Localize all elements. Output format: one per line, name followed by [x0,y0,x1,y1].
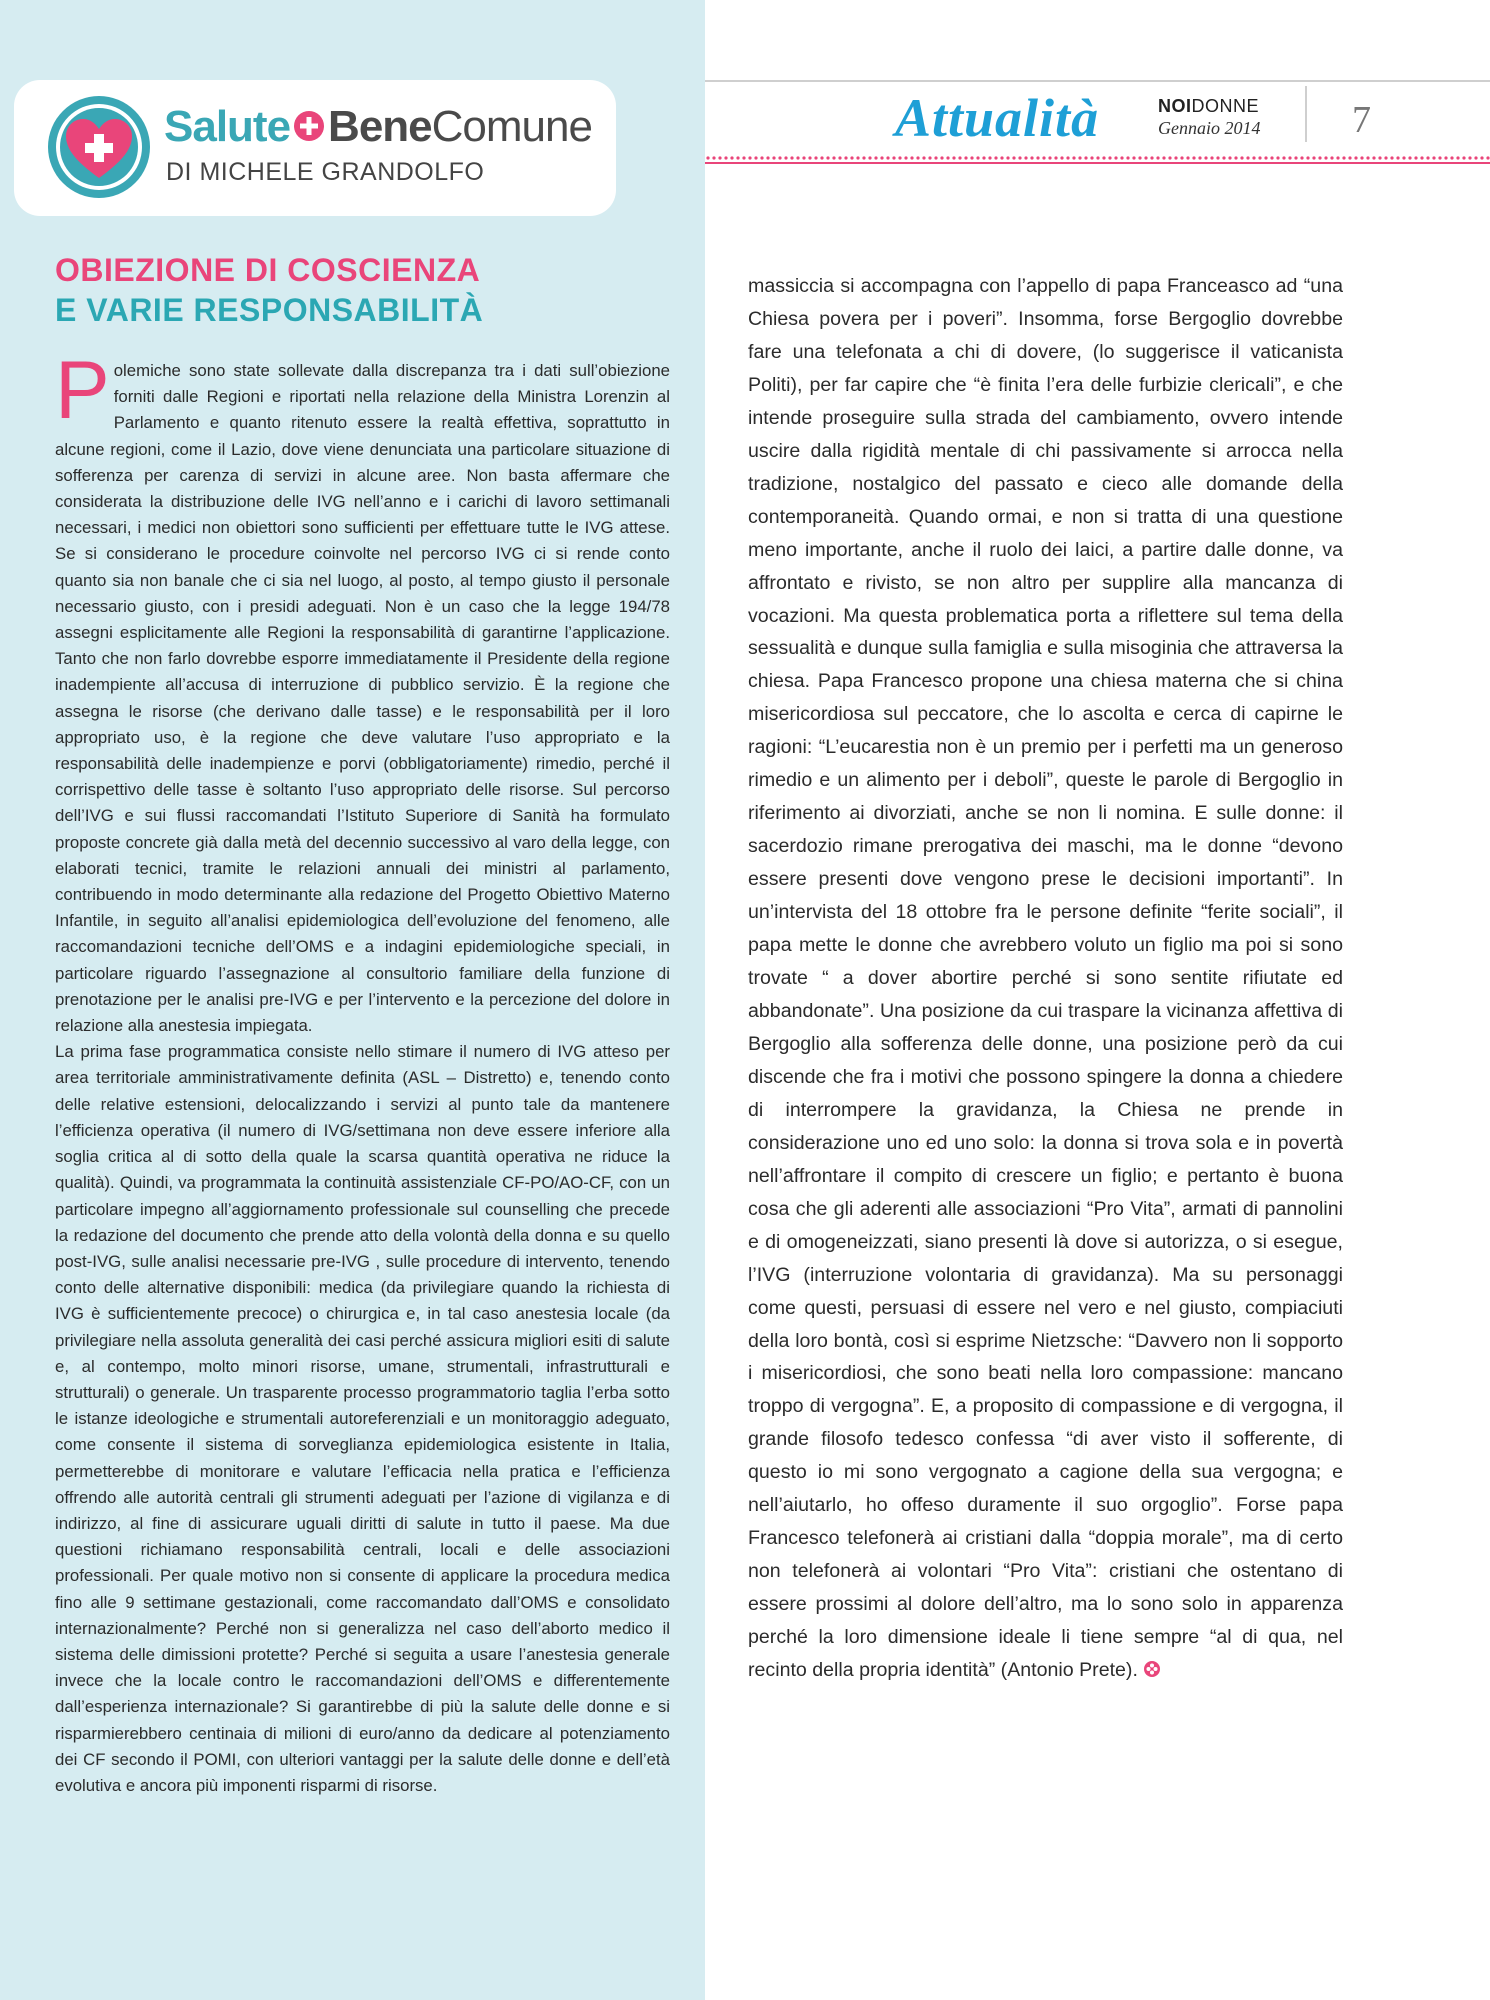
article-title [55,250,675,330]
logo-word-bene: Bene [328,102,432,151]
header-pink-border [705,155,1490,165]
logo-word-comune: Comune [431,102,592,151]
drop-cap: P [55,345,110,436]
paragraph-text: massiccia si accompagna con l’appello di papa Franceasco ad “una Chiesa povera per i poveri”. Insomma, forse Bergoglio dovrebbe fare una telefonata a chi di dovere, (lo suggerisce il vaticanista Politi), per far capire che “è finita l’era delle furbizie clericali”, e che intende proseguire sulla strada del cambiamento, ovvero intende uscire dalla rigidità mentale di chi passivamente si arrocca nella tradizione, nostalgico del passato e cieco alle domande della contemporaneità. Quando ormai, e non si tratta di una questione meno importante, anche il ruolo dei laici, a partire dalle donne, va affrontato e rivisto, se non altro per supplire alla mancanza di vocazioni. Ma questa problematica porta a riflettere sul tema della sessualità e dunque sulla famiglia e sulla misoginia che attraversa la chiesa. Papa Francesco propone una chiesa materna che si china misericordiosa sul peccatore, che lo ascolta e cerca di capirne le ragioni: “L’eucarestia non è un premio per i perfetti ma un generoso rimedio e un alimento per i deboli”, queste le parole di Bergoglio in riferimento ai divorziati, anche se non li nomina. E sulle donne: il sacerdozio rimane prerogativa dei maschi, ma le donne “devono essere presenti dove vengono prese le decisioni importanti”. In un’intervista del 18 ottobre fra le persone definite “ferite sociali”, il papa mette le donne che avrebbero voluto un figlio ma poi si sono trovate “ a dover abortire perché si sono sentite rifiutate ed abbandonate”. Una posizione da cui traspare la vicinanza affettiva di Bergoglio alla sofferenza delle donne, una posizione però da cui discende che fra i motivi che possono spingere la donna a chiedere di interrompere la gravidanza, la Chiesa ne prende in considerazione uno ed uno solo: la donna si trova sola e in povertà nell’affrontare il compito di crescere un figlio; e pertanto è buona cosa che gli aderenti alle associazioni “Pro Vita”, armati di pannolini e di omogeneizzati, siano presenti là dove si autorizza, o si esegue, l’IVG (interruzione volontaria di gravidanza). Ma su personaggi come questi, persuasi di essere nel vero e nel giusto, compiaciuti della loro bontà, così si esprime Nietzsche: “Davvero non li sopporto i misericordiosi, che sono beati nella loro compassione: mancano troppo di vergogna”. E, a proposito di compassione e di vergogna, il grande filosofo tedesco confessa “di aver visto il sofferente, di questo io mi sono vergognato a cagione della sua vergogna; e nell’aiutarlo, ho offeso duramente il suo orgoglio”. Forse papa Francesco telefonerà ai cristiani dalla “doppia morale”, ma di certo non telefonerà ai volontari “Pro Vita”: cristiani che ostentano di essere prossimi al dolore dell’altro, ma lo sono solo in apparenza perché la loro dimensione ideale li tiene sempre “al di qua, nel recinto della propria identità” (Antonio Prete). [748,275,1343,1682]
issue-date: Gennaio 2014 [1158,118,1261,138]
article-title-line-2: E VARIE RESPONSABILITÀ [55,292,484,328]
body-paragraph [55,345,670,1039]
column-author: DI MICHELE GRANDOLFO [166,158,485,186]
section-title: Attualità [895,88,1100,148]
flower-end-icon [1144,1661,1160,1677]
heart-plus-icon [44,92,154,202]
left-column-panel [0,0,705,2000]
header-separator [1305,86,1307,142]
paragraph-text: olemiche sono state sollevate dalla discrepanza tra i dati sull’obiezione forniti dalle Regioni e riportati nella relazione della Ministra Lorenzin al Parlamento e quanto ritenuto essere la realtà effettiva, soprattutto in alcune regioni, come il Lazio, dove viene denunciata una particolare situazione di sofferenza per carenza di servizi in alcune aree. Non basta affermare che considerata la distribuzione delle IVG nell’anno e i carichi di lavoro settimanali necessari, i medici non obiettori sono sufficienti per effettuare tutte le IVG attese. Se si considerano le procedure coinvolte nel percorso IVG ci si rende conto quanto sia non banale che ci sia nel luogo, al posto, al tempo giusto il personale necessario giusto, con i presidi adeguati. Non è un caso che la legge 194/78 assegni esplicitamente alle Regioni la responsabilità di garantirne l’applicazione. Tanto che non farlo dovrebbe esporre immediatamente il Presidente della regione inadempiente all’accusa di interruzione di pubblico servizio. È la regione che assegna le risorse (che derivano dalle tasse) e le responsabilità per il loro appropriato uso, è la regione che deve valutare l’uso appropriato e la responsabilità delle inadempienze e porvi (obbligatoriamente) rimedio, perché il corrispettivo delle tasse è soltanto l’uso appropriato delle risorse. Sul percorso dell’IVG e sui flussi raccomandati l’Istituto Superiore di Sanità ha formulato proposte concrete già dalla metà del decennio successivo al varo della legge, con elaborati tecnici, tramite le relazioni annuali dei ministri al parlamento, contribuendo in modo determinante alla redazione del Progetto Obiettivo Materno Infantile, in seguito all’analisi epidemiologica dell’evoluzione del fenomeno, alle raccomandazioni tecniche dell’OMS e a indagini epidemiologiche speciali, in particolare riguardo l’assegnazione al consultorio familiare della funzione di prenotazione per le analisi pre-IVG e per l’intervento e la percezione del dolore in relazione alla anestesia impiegata. [55,361,670,1036]
magazine-noi: NOI [1158,96,1192,116]
column-logo-title [164,102,592,152]
article-body-left [55,345,670,1799]
pink-plus-icon [294,111,324,141]
magazine-name [1158,96,1259,117]
column-logo [14,80,616,216]
page-number: 7 [1352,99,1371,141]
article-body-right [748,270,1343,1687]
body-paragraph: La prima fase programmatica consiste nello stimare il numero di IVG atteso per area territoriale amministrativamente definita (ASL – Distretto) e, tenendo conto delle relative estensioni, delocalizzando i servizi al punto tale da mantenere l’efficienza operativa (il numero di IVG/settimana non deve essere inferiore alla soglia critica al di sotto della quale la scarsa quantità operativa ne riduce la qualità). Quindi, va programmata la continuità assistenziale CF-PO/AO-CF, con un particolare impegno all’aggiornamento professionale sul counselling che precede la redazione del documento che prende atto della volontà della donna e su quello post-IVG, sulle analisi necessarie pre-IVG , sulle procedure di intervento, tenendo conto delle alternative disponibili: medica (da privilegiare quando la richiesta di IVG è sufficientemente precoce) o chirurgica e, in tal caso anestesia locale (da privilegiare nella assoluta generalità dei casi perché assicura migliori esiti di salute e, al contempo, molto minori risorse, umane, strumentali, infrastrutturali e strutturali) o generale. Un trasparente processo programmatorio taglia l’erba sotto le istanze ideologiche e strumentali autoreferenziali e un monitoraggio adeguato, come consente il sistema di sorveglianza epidemiologica esistente in Italia, permetterebbe di monitorare e valutare l’efficacia nella pratica e l’efficienza offrendo alle autorità centrali gli strumenti adeguati per l’azione di vigilanza e di indirizzo, al fine di assicurare uguali diritti di salute in tutto il paese. Ma due questioni richiamano responsabilità centrali, locali e delle associazioni professionali. Per quale motivo non si consente di applicare la procedura medica fino alle 9 settimane gestazionali, come raccomandato dall’OMS e consolidato internazionalmente? Perché non si generalizza nel caso dell’aborto medico il sistema delle dimissioni protette? Perché si seguita a usare l’anestesia generale invece che la locale contro le raccomandazioni dell’OMS e differentemente dall’esperienza internazionale? Si garantirebbe di più la salute delle donne e si risparmierebbero centinaia di milioni di euro/anno da dedicare al potenziamento dei CF secondo il POMI, con ulteriori vantaggi per la salute delle donne e dell’età evolutiva e ancora più imponenti risparmi di risorse. [55,1042,670,1795]
logo-word-salute: Salute [164,102,291,151]
magazine-donne: DONNE [1191,96,1260,116]
body-paragraph [748,270,1343,1687]
article-title-line-1: OBIEZIONE DI COSCIENZA [55,252,481,288]
header-rule [705,80,1490,82]
